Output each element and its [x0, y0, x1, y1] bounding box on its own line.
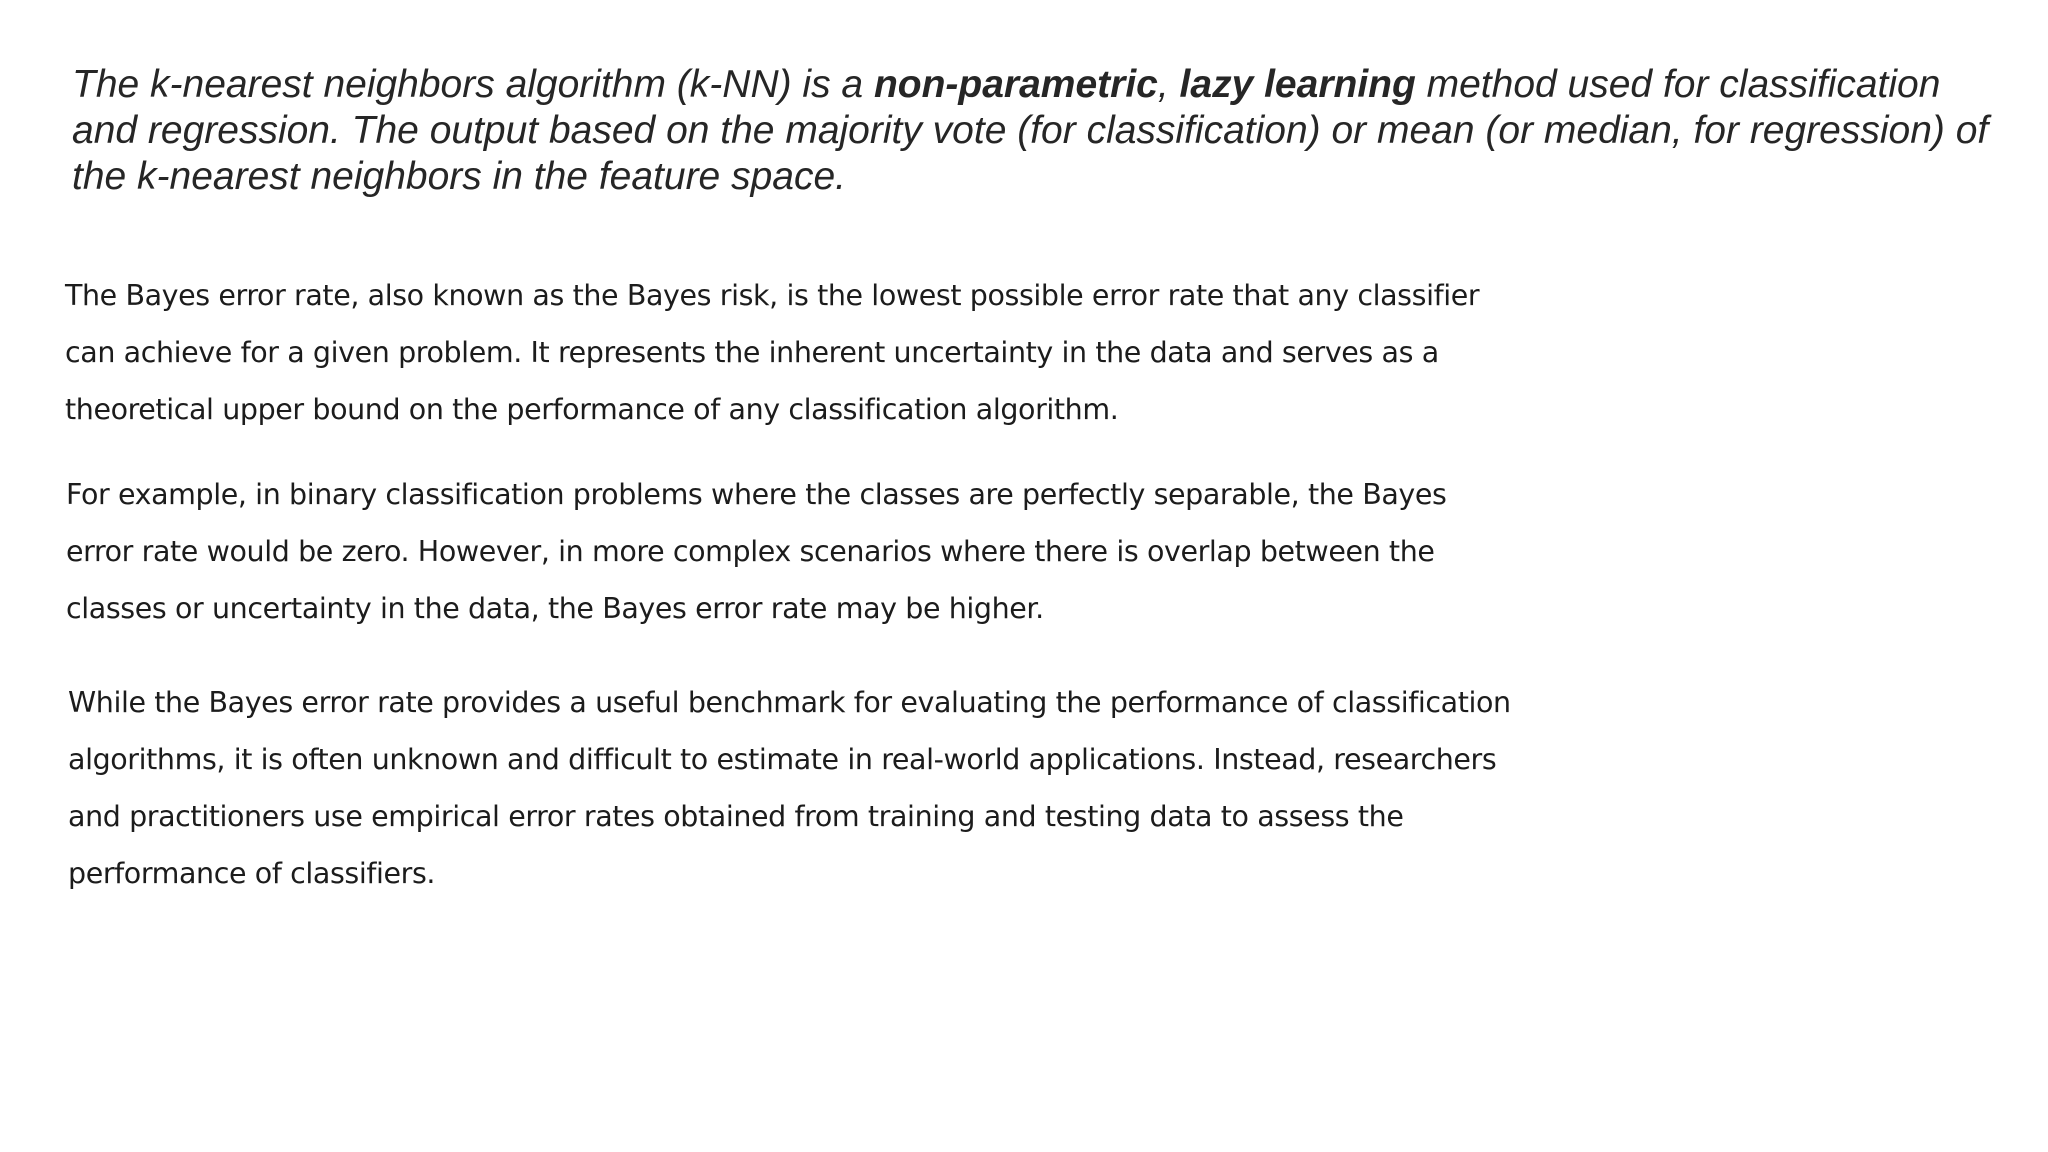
bayes-error-benchmark-paragraph	[68, 674, 1511, 902]
paragraph-line: While the Bayes error rate provides a useful benchmark for evaluating the performance of classification	[68, 686, 1511, 719]
intro-text-segment: ,	[1157, 63, 1180, 106]
paragraph-line: can achieve for a given problem. It represents the inherent uncertainty in the data and serves as a	[65, 336, 1439, 369]
intro-bold-term: non-parametric	[873, 63, 1158, 106]
intro-bold-term: lazy learning	[1179, 63, 1416, 106]
paragraph-line: error rate would be zero. However, in more complex scenarios where there is overlap between the	[66, 535, 1435, 568]
paragraph-line: For example, in binary classification problems where the classes are perfectly separable, the Bayes	[66, 478, 1447, 511]
paragraph-line: performance of classifiers.	[68, 857, 436, 890]
knn-definition-text	[72, 62, 1992, 200]
bayes-error-example-paragraph	[66, 466, 1446, 637]
bayes-error-definition-paragraph	[65, 267, 1479, 438]
paragraph-line: and practitioners use empirical error rates obtained from training and testing data to assess the	[68, 800, 1404, 833]
paragraph-line: algorithms, it is often unknown and difficult to estimate in real-world applications. Instead, researchers	[68, 743, 1497, 776]
paragraph-line: classes or uncertainty in the data, the Bayes error rate may be higher.	[66, 592, 1044, 625]
paragraph-line: The Bayes error rate, also known as the Bayes risk, is the lowest possible error rate that any classifier	[65, 279, 1480, 312]
intro-text-segment: method used for classification and regression. The output based on the majority vote (for classification) or mean (or median, for regression) of the k-nearest neighbors in the feature space.	[72, 63, 1989, 198]
intro-text-segment: The k-nearest neighbors algorithm (k-NN) is a	[72, 63, 874, 106]
paragraph-line: theoretical upper bound on the performance of any classification algorithm.	[65, 393, 1119, 426]
